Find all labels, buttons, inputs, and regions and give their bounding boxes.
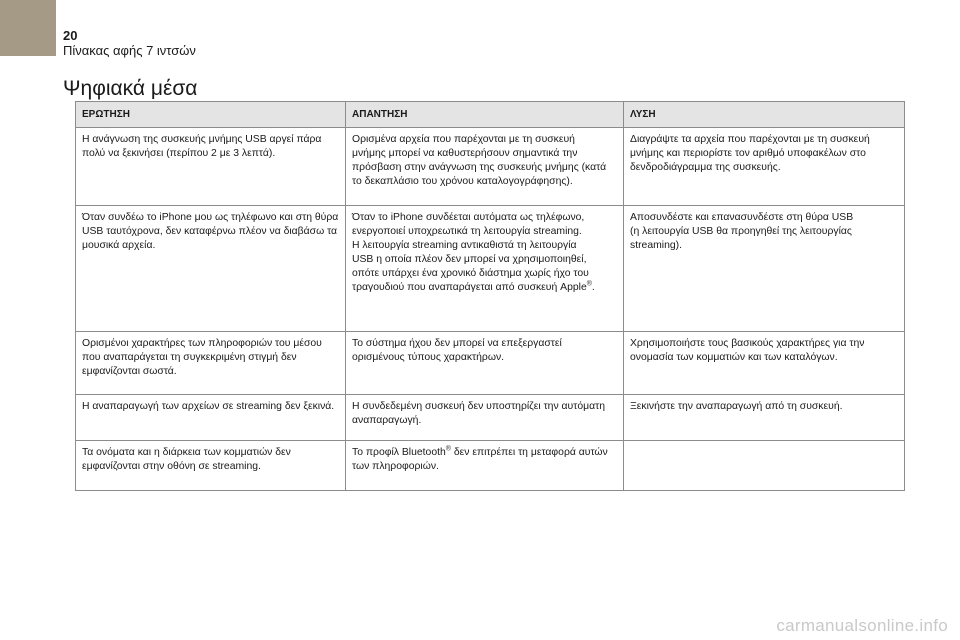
answer-cell [346,206,624,332]
column-header-solution: ΛΥΣΗ [624,102,905,128]
page-number: 20 [63,28,78,43]
chapter-title: Πίνακας αφής 7 ιντσών [63,43,196,58]
answer-cell [346,441,624,491]
solution-cell: Αποσυνδέστε και επανασυνδέστε στη θύρα USB (η λειτουργία USB θα προηγηθεί της λειτουργίας streaming). [624,206,905,332]
solution-cell: Χρησιμοποιήστε τους βασικούς χαρακτήρες για την ονομασία των κομματιών και των καταλόγων. [624,332,905,395]
question-cell: Τα ονόματα και η διάρκεια των κομματιών δεν εμφανίζονται στην οθόνη σε streaming. [76,441,346,491]
table-row [76,206,905,332]
column-header-answer: ΑΠΑΝΤΗΣΗ [346,102,624,128]
faq-table [75,101,905,491]
table-row [76,395,905,441]
answer-cell: Το σύστημα ήχου δεν μπορεί να επεξεργαστεί ορισμένους τύπους χαρακτήρων. [346,332,624,395]
answer-text-end: . [591,282,595,293]
question-cell: Όταν συνδέω το iPhone μου ως τηλέφωνο και στη θύρα USB ταυτόχρονα, δεν καταφέρνω πλέον να διαβάσω τα μουσικά αρχεία. [76,206,346,332]
column-header-question: ΕΡΩΤΗΣΗ [76,102,346,128]
table-row [76,441,905,491]
question-cell: Η αναπαραγωγή των αρχείων σε streaming δεν ξεκινά. [76,395,346,441]
answer-text: Το προφίλ Bluetooth [352,447,446,458]
chapter-color-tab [0,0,56,56]
answer-cell: Ορισμένα αρχεία που παρέχονται με τη συσκευή μνήμης μπορεί να καθυστερήσουν σημαντικά την πρόσβαση στην ανάγνωση της συσκευής μνήμης (κατά το δεκαπλάσιο του χρόνου καταλογογράφησης). [346,128,624,206]
answer-text: Όταν το iPhone συνδέεται αυτόματα ως τηλέφωνο, ενεργοποιεί υποχρεωτικά τη λειτουργία streaming. Η λειτουργία streaming αντικαθιστά τη λειτουργία USB η οποία πλέον δεν μπορεί να χρησιμοποιηθεί, οπότε υπάρχει ένα χρονικό διάστημα χωρίς ήχο του τραγουδιού που αναπαράγεται από συσκευή Apple [352,212,589,293]
registered-mark: ® [445,445,451,453]
registered-mark: ® [586,280,592,288]
watermark: carmanualsonline.info [776,616,948,635]
question-cell: Ορισμένοι χαρακτήρες των πληροφοριών του μέσου που αναπαράγεται τη συγκεκριμένη στιγμή δεν εμφανίζονται σωστά. [76,332,346,395]
answer-cell: Η συνδεδεμένη συσκευή δεν υποστηρίζει την αυτόματη αναπαραγωγή. [346,395,624,441]
solution-cell [624,441,905,491]
answer-text-end: δεν επιτρέπει τη μεταφορά αυτών των πληροφοριών. [352,447,608,472]
solution-cell: Ξεκινήστε την αναπαραγωγή από τη συσκευή. [624,395,905,441]
table-row [76,128,905,206]
solution-cell: Διαγράψτε τα αρχεία που παρέχονται με τη συσκευή μνήμης και περιορίστε τον αριθμό υποφακέλων στο δενδροδιάγραμμα της συσκευής. [624,128,905,206]
table-header-row [76,102,905,128]
question-cell: Η ανάγνωση της συσκευής μνήμης USB αργεί πάρα πολύ να ξεκινήσει (περίπου 2 με 3 λεπτά). [76,128,346,206]
section-title: Ψηφιακά μέσα [63,77,198,101]
table-row [76,332,905,395]
